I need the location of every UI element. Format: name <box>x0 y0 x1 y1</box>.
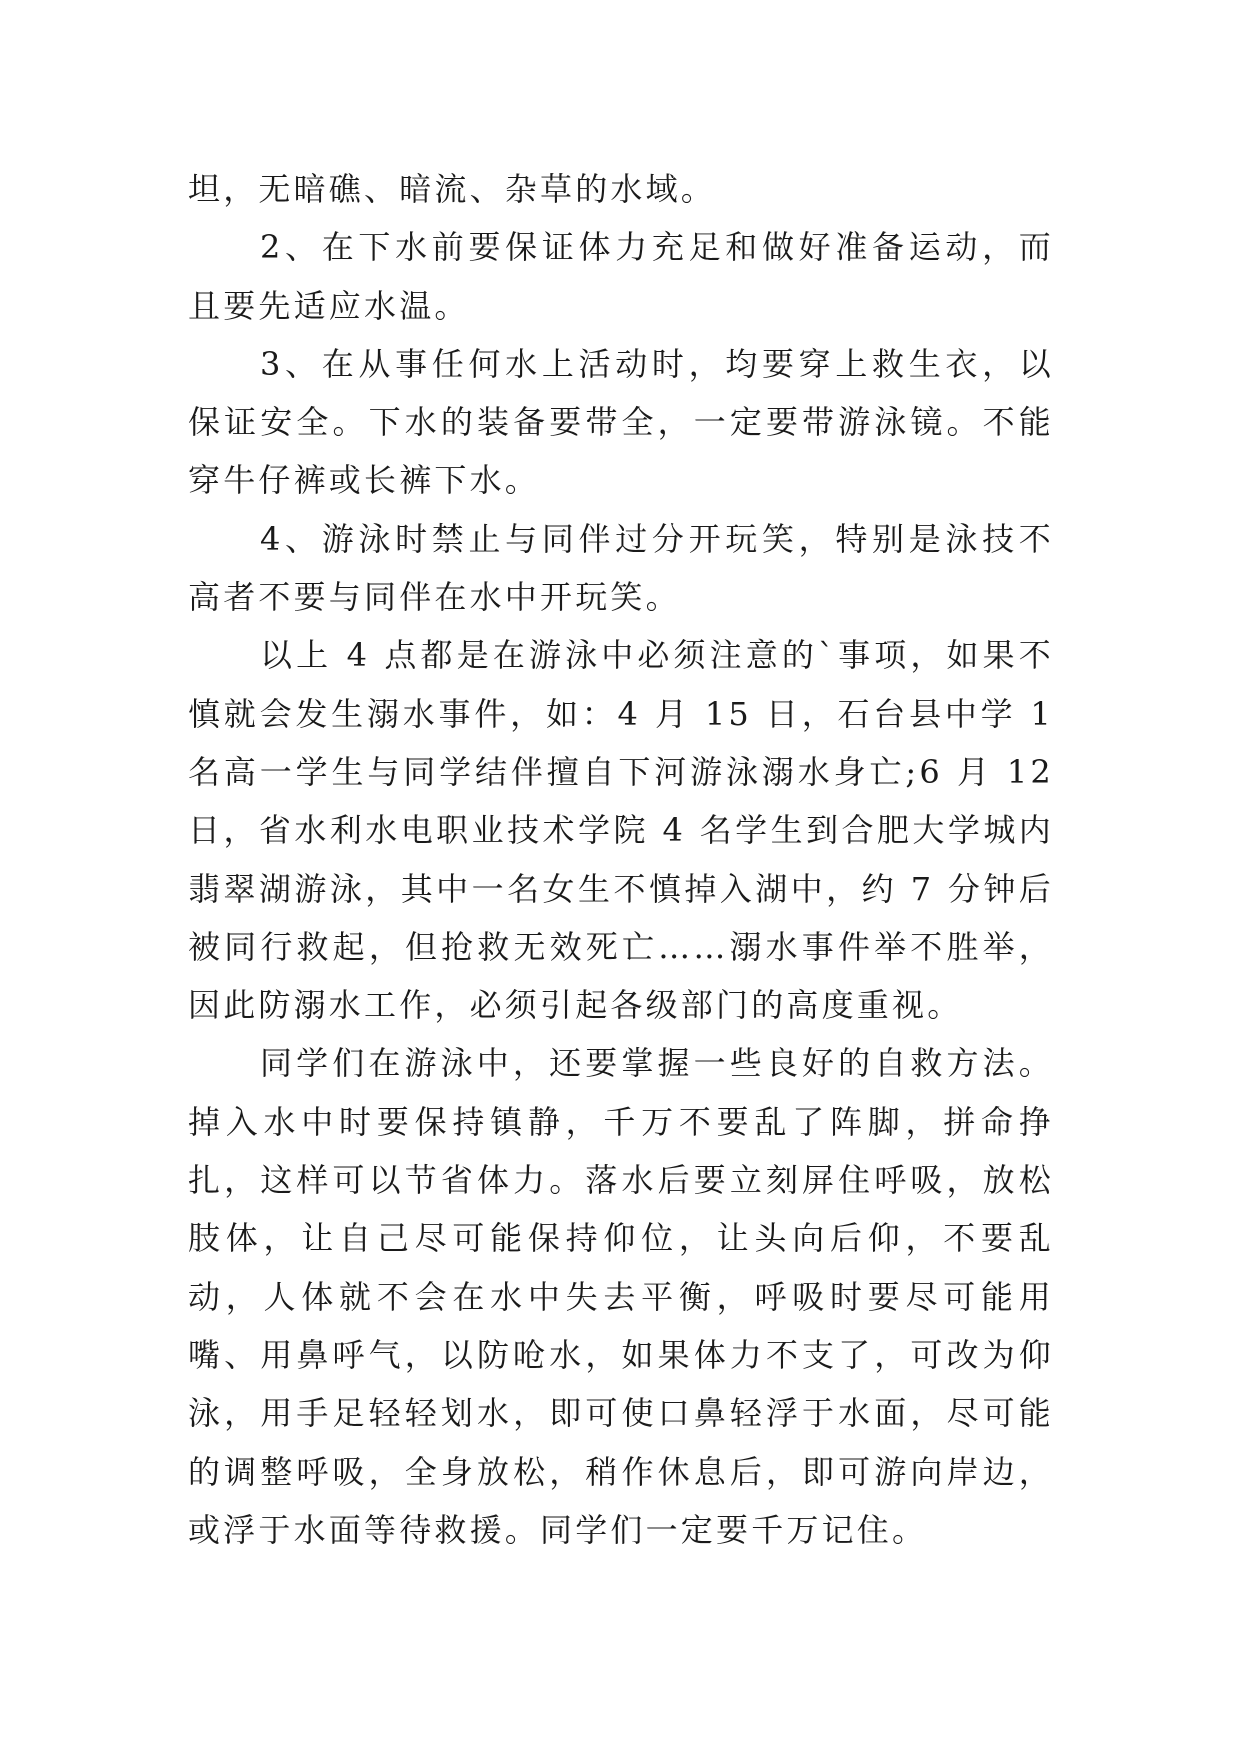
paragraph-item-4: 4、游泳时禁止与同伴过分开玩笑，特别是泳技不高者不要与同伴在水中开玩笑。 <box>188 519 1054 617</box>
paragraph-summary: 以上 4 点都是在游泳中必须注意的`事项，如果不慎就会发生溺水事件，如：4 月 15 日，石台县中学 1 名高一学生与同学结伴擅自下河游泳溺水身亡;6 月 12 日，省水利水电职业技术学院 4 名学生到合肥大学城内翡翠湖游泳，其中一名女生不慎掉入湖中，约 7 分钟后被同行救起，但抢救无效死亡……溺水事件举不胜举，因此防溺水工作，必须引起各级部门的高度重视。 <box>188 636 1054 1025</box>
paragraph-self-rescue: 同学们在游泳中，还要掌握一些良好的自救方法。掉入水中时要保持镇静，千万不要乱了阵脚，拼命挣扎，这样可以节省体力。落水后要立刻屏住呼吸，放松肢体，让自己尽可能保持仰位，让头向后仰，不要乱动，人体就不会在水中失去平衡，呼吸时要尽可能用嘴、用鼻呼气，以防呛水，如果体力不支了，可改为仰泳，用手足轻轻划水，即可使口鼻轻浮于水面，尽可能的调整呼吸，全身放松，稍作休息后，即可游向岸边，或浮于水面等待救援。同学们一定要千万记住。 <box>188 1044 1054 1549</box>
paragraph-item-2: 2、在下水前要保证体力充足和做好准备运动，而且要先适应水温。 <box>188 228 1054 325</box>
paragraph-item-3: 3、在从事任何水上活动时，均要穿上救生衣，以保证安全。下水的装备要带全，一定要带游泳镜。不能穿牛仔裤或长裤下水。 <box>188 344 1054 500</box>
body-text <box>188 160 1054 1559</box>
paragraph-continuation: 坦，无暗礁、暗流、杂草的水域。 <box>188 170 717 208</box>
